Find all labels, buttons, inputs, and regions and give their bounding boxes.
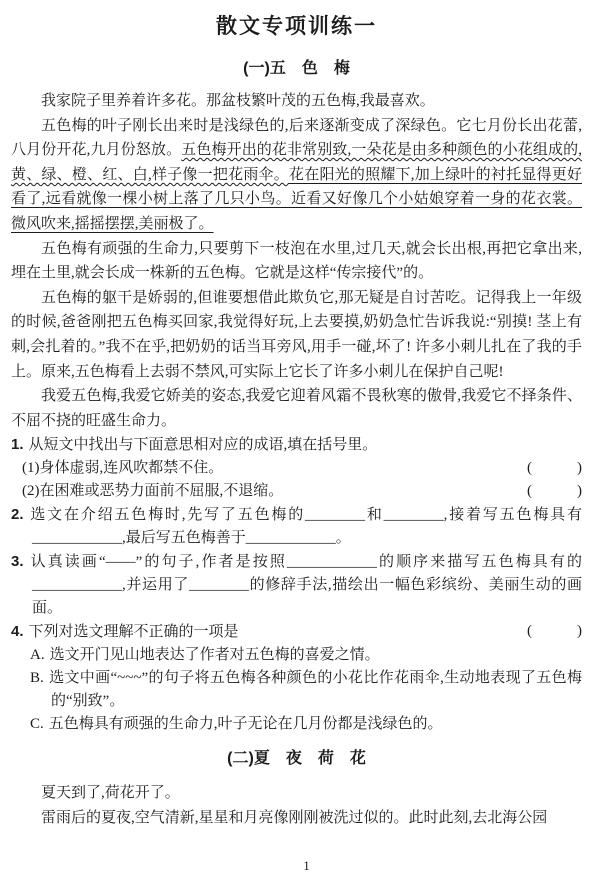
question-1-number: 1. xyxy=(11,436,24,454)
answer-bracket: ( ) xyxy=(527,460,582,477)
question-4-option-b xyxy=(11,667,582,713)
section1-heading: (一)五 色 梅 xyxy=(243,60,350,77)
question-3-number: 3. xyxy=(11,553,24,571)
question-1-subitem-2 xyxy=(11,480,582,503)
section1-passage xyxy=(11,89,582,433)
question-2 xyxy=(11,503,582,550)
question-4 xyxy=(11,620,527,644)
subitem-2-text: 在困难或恶势力面前不屈服,不退缩。 xyxy=(39,483,284,500)
question-2-stem: 选文在介绍五色梅时,先写了五色梅的________和________,接着写五色梅具有____________,最后写五色梅善于____________。 xyxy=(28,507,582,547)
question-3 xyxy=(11,550,582,620)
question-1-stem: 从短文中找出与下面意思相对应的成语,填在括号里。 xyxy=(28,437,378,454)
question-1 xyxy=(11,433,582,457)
option-c-label: C. xyxy=(30,716,44,733)
subitem-1-text: 身体虚弱,连风吹都禁不住。 xyxy=(39,460,224,477)
passage-paragraph xyxy=(11,89,582,114)
option-b-text: 选文中画“~~~”的句子将五色梅各种颜色的小花比作花雨伞,生动地表现了五色梅的“别致”。 xyxy=(48,670,582,710)
passage-text: 五色梅的叶子刚长出来时是浅绿色的,后来逐渐变成了深绿色。它七月份长出花蕾,八月份开花,九月份怒放。 xyxy=(11,117,582,159)
question-4-option-c xyxy=(11,713,582,736)
passage-paragraph xyxy=(11,781,582,806)
option-c-text: 五色梅具有顽强的生命力,叶子无论在几月份都是浅绿色的。 xyxy=(48,716,443,733)
question-list xyxy=(11,433,582,736)
option-b-label: B. xyxy=(30,670,44,687)
passage-text: 我家院子里养着许多花。那盆枝繁叶茂的五色梅,我最喜欢。 xyxy=(41,93,435,109)
question-3-stem: 认真读画“——”的句子,作者是按照____________的顺序来描写五色梅具有的____________,并运用了________的修辞手法,描绘出一幅色彩缤纷、美丽生动的画面。 xyxy=(28,554,582,617)
section2-heading: (二)夏 夜 荷 花 xyxy=(227,750,366,768)
subitem-2-label: (2) xyxy=(22,483,40,500)
passage-text: 五色梅有顽强的生命力,只要剪下一枝泡在水里,过几天,就会长出根,再把它拿出来,埋在土里,就会长成一株新的五色梅。它就是这样“传宗接代”的。 xyxy=(11,240,582,282)
answer-bracket: ( ) xyxy=(527,483,582,500)
passage-paragraph xyxy=(11,114,582,237)
option-a-label: A. xyxy=(30,647,45,664)
answer-bracket: ( ) xyxy=(527,623,582,640)
option-a-text: 选文开门见山地表达了作者对五色梅的喜爱之情。 xyxy=(49,647,380,664)
question-1-subitem-1 xyxy=(11,457,582,480)
passage-text: 夏天到了,荷花开了。 xyxy=(41,785,180,802)
passage-paragraph xyxy=(11,384,582,433)
section2-passage xyxy=(11,781,582,830)
question-2-number: 2. xyxy=(11,506,24,524)
question-4-stem: 下列对选文理解不正确的一项是 xyxy=(28,624,239,641)
underlined-text: 花在阳光的照耀下,加上绿叶的衬托显得更好看了,远看就像一棵小树上落了几只小鸟。近看又好像几个小姑娘穿着一身的花衣裳。微风吹来,摇摇摆摆,美丽极了。 xyxy=(11,166,582,232)
question-4-option-a xyxy=(11,644,582,667)
question-4-row xyxy=(11,620,582,644)
passage-text: 我爱五色梅,我爱它娇美的姿态,我爱它迎着风霜不畏秋寒的傲骨,我爱它不择条件、不屈不挠的旺盛生命力。 xyxy=(11,388,582,429)
passage-text: 五色梅的躯干是娇弱的,但谁要想借此欺负它,那无疑是自讨苦吃。记得我上一年级的时候,爸爸刚把五色梅买回家,我觉得好玩,上去要摸,奶奶急忙告诉我说:“别摸! 茎上有刺,会扎着的。”我不在乎,把奶奶的话当耳旁风,用手一碰,坏了! 许多小刺儿扎在了我的手上。原来,五色梅看上去弱不禁风,可实际上它长了许多小刺儿在保护自己呢! xyxy=(11,289,582,380)
page-number: 1 xyxy=(303,858,310,873)
wavy-underlined-text: 五色梅开出的花非常别致,一朵花是由多种颜色的小花组成的,黄、绿、橙、红、白,样子像一把花雨伞。 xyxy=(11,142,582,183)
passage-paragraph xyxy=(11,806,582,831)
subitem-1-label: (1) xyxy=(22,460,40,477)
passage-paragraph xyxy=(11,286,582,384)
page-title: 散文专项训练一 xyxy=(216,15,377,38)
question-4-number: 4. xyxy=(11,623,24,641)
passage-text: 雷雨后的夏夜,空气清新,星星和月亮像刚刚被洗过似的。此时此刻,去北海公园 xyxy=(41,809,548,826)
passage-paragraph xyxy=(11,237,582,286)
